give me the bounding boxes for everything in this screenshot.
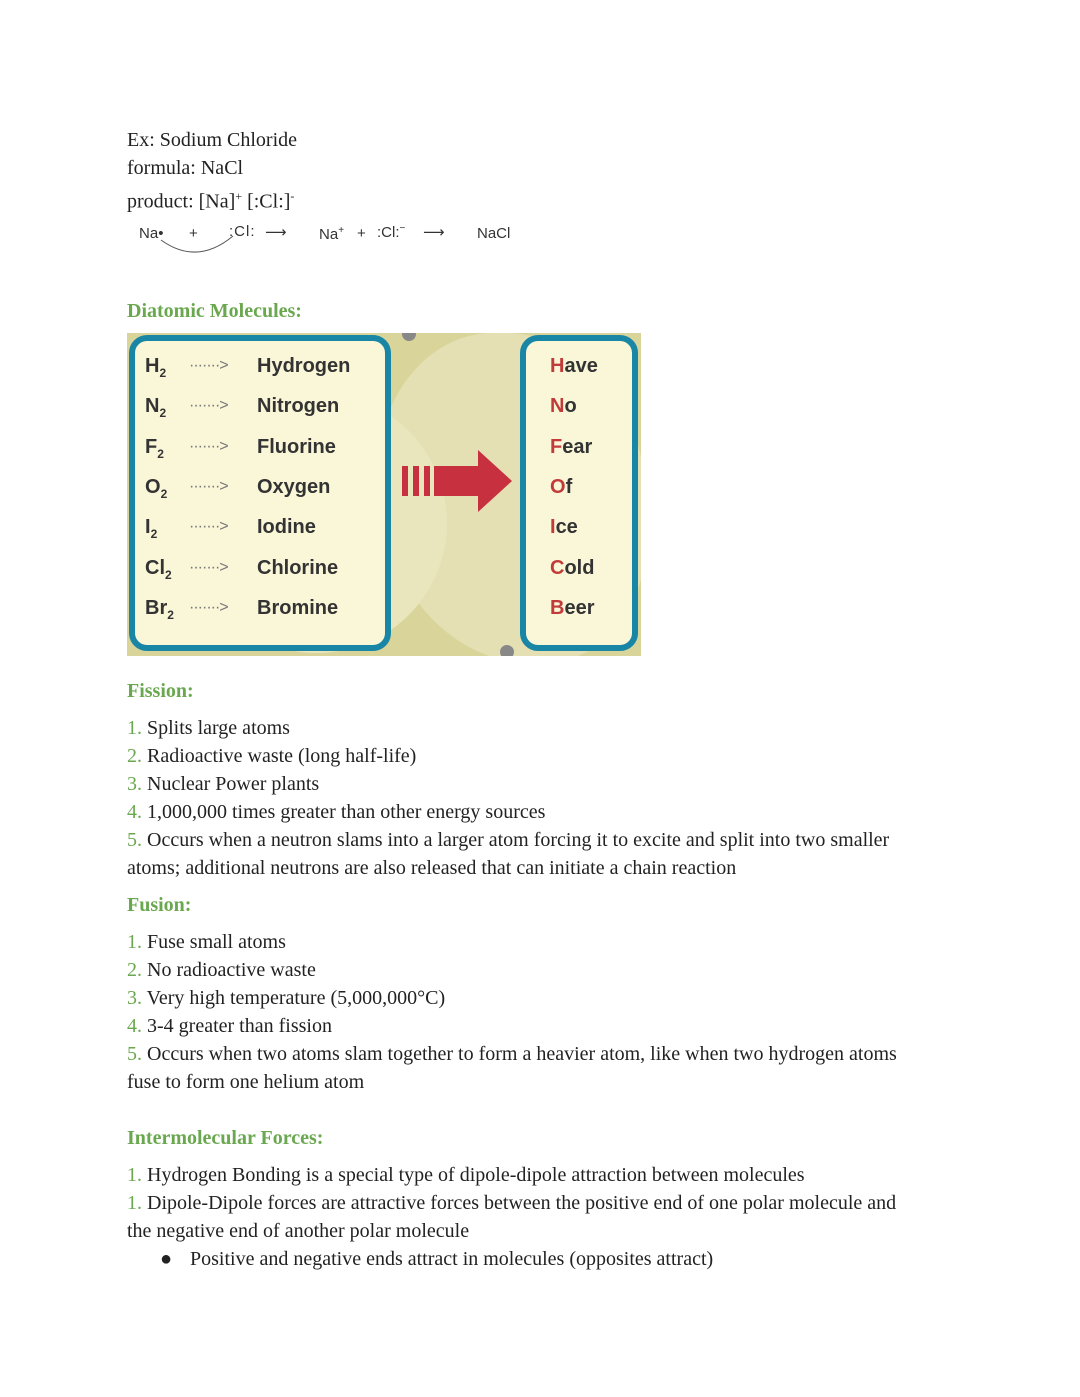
dotted-arrow-icon: ·······> xyxy=(189,478,228,495)
element-formula: $N_2$ xyxy=(145,395,167,420)
element-formula: $F_2$ xyxy=(145,436,164,461)
lewis-reaction xyxy=(127,220,547,260)
fission-heading: Fission: xyxy=(127,680,194,702)
mnemonic-word: Of xyxy=(550,476,573,498)
mnemonic-word: No xyxy=(550,395,577,417)
imf-heading: Intermolecular Forces: xyxy=(127,1127,324,1149)
example-line: Ex: Sodium Chloride xyxy=(127,129,297,151)
fission-item: 5. Occurs when a neutron slams into a larger atom forcing it to excite and split into two smaller xyxy=(127,829,890,851)
fusion-item: 4. 3-4 greater than fission xyxy=(127,1015,332,1037)
element-formula: $O_2$ xyxy=(145,476,168,501)
mnemonic-word: Ice xyxy=(550,516,578,538)
fusion-heading: Fusion: xyxy=(127,894,192,916)
arrow-1: ⟶ xyxy=(265,224,287,241)
dotted-arrow-icon: ·······> xyxy=(189,559,228,576)
plus-1: + xyxy=(189,225,198,242)
element-name: Hydrogen xyxy=(257,355,351,377)
product-line xyxy=(127,182,294,216)
element-name: Oxygen xyxy=(257,476,331,498)
decor-dot xyxy=(402,333,416,341)
fusion-item: 2. No radioactive waste xyxy=(127,959,316,981)
diatomic-heading: Diatomic Molecules: xyxy=(127,300,302,322)
fusion-item: 1. Fuse small atoms xyxy=(127,931,286,953)
dotted-arrow-icon: ·······> xyxy=(189,438,228,455)
element-formula: $Cl_2$ xyxy=(145,557,172,582)
mnemonic-word: Cold xyxy=(550,557,595,579)
fusion-item: 5. Occurs when two atoms slam together to form a heavier atom, like when two hydrogen atoms xyxy=(127,1043,897,1065)
element-name: Chlorine xyxy=(257,557,339,579)
fission-continuation: atoms; additional neutrons are also released that can initiate a chain reaction xyxy=(127,857,737,879)
arrow-2: ⟶ xyxy=(423,224,445,241)
cl-ion: :Cl:− xyxy=(377,223,406,241)
product-minus: - xyxy=(290,189,295,203)
product-ion: [:Cl:] xyxy=(242,190,291,213)
element-name: Iodine xyxy=(257,516,316,538)
element-formula: $Br_2$ xyxy=(145,597,174,622)
imf-item: 1. Dipole-Dipole forces are attractive forces between the positive end of one polar molecule and xyxy=(127,1192,897,1214)
dotted-arrow-icon: ·······> xyxy=(189,518,228,535)
formula-line: formula: NaCl xyxy=(127,157,244,179)
product-plus: + xyxy=(235,189,243,203)
element-formula: $I_2$ xyxy=(145,516,158,541)
fusion-continuation: fuse to form one helium atom xyxy=(127,1071,365,1093)
imf-bullet: ● Positive and negative ends attract in molecules (opposites attract) xyxy=(160,1248,714,1270)
na-ion: Na+ xyxy=(319,225,345,243)
mnemonic-word: Beer xyxy=(550,597,595,619)
dotted-arrow-icon: ·······> xyxy=(189,599,228,616)
fission-item: 1. Splits large atoms xyxy=(127,717,290,739)
fission-item: 2. Radioactive waste (long half-life) xyxy=(127,745,417,767)
fission-item: 3. Nuclear Power plants xyxy=(127,773,320,795)
dotted-arrow-icon: ·······> xyxy=(189,357,228,374)
element-name: Fluorine xyxy=(257,436,336,458)
element-formula: $H_2$ xyxy=(145,355,167,380)
reactant-na: Na• xyxy=(139,225,164,242)
product-nacl: NaCl xyxy=(477,225,511,242)
decor-dot xyxy=(500,645,514,656)
product-prefix: product: [Na] xyxy=(127,190,236,213)
plus-2: + xyxy=(357,225,366,242)
mnemonic-word: Fear xyxy=(550,436,593,458)
element-name: Bromine xyxy=(257,597,339,619)
imf-continuation: the negative end of another polar molecule xyxy=(127,1220,470,1242)
reactant-cl: :Cl: xyxy=(229,223,256,240)
imf-item: 1. Hydrogen Bonding is a special type of dipole-dipole attraction between molecules xyxy=(127,1164,805,1186)
dotted-arrow-icon: ·······> xyxy=(189,397,228,414)
mnemonic-word: Have xyxy=(550,355,598,377)
fission-item: 4. 1,000,000 times greater than other energy sources xyxy=(127,801,546,823)
diatomic-molecules-figure xyxy=(127,333,641,656)
fusion-item: 3. Very high temperature (5,000,000°C) xyxy=(127,987,446,1009)
element-name: Nitrogen xyxy=(257,395,340,417)
